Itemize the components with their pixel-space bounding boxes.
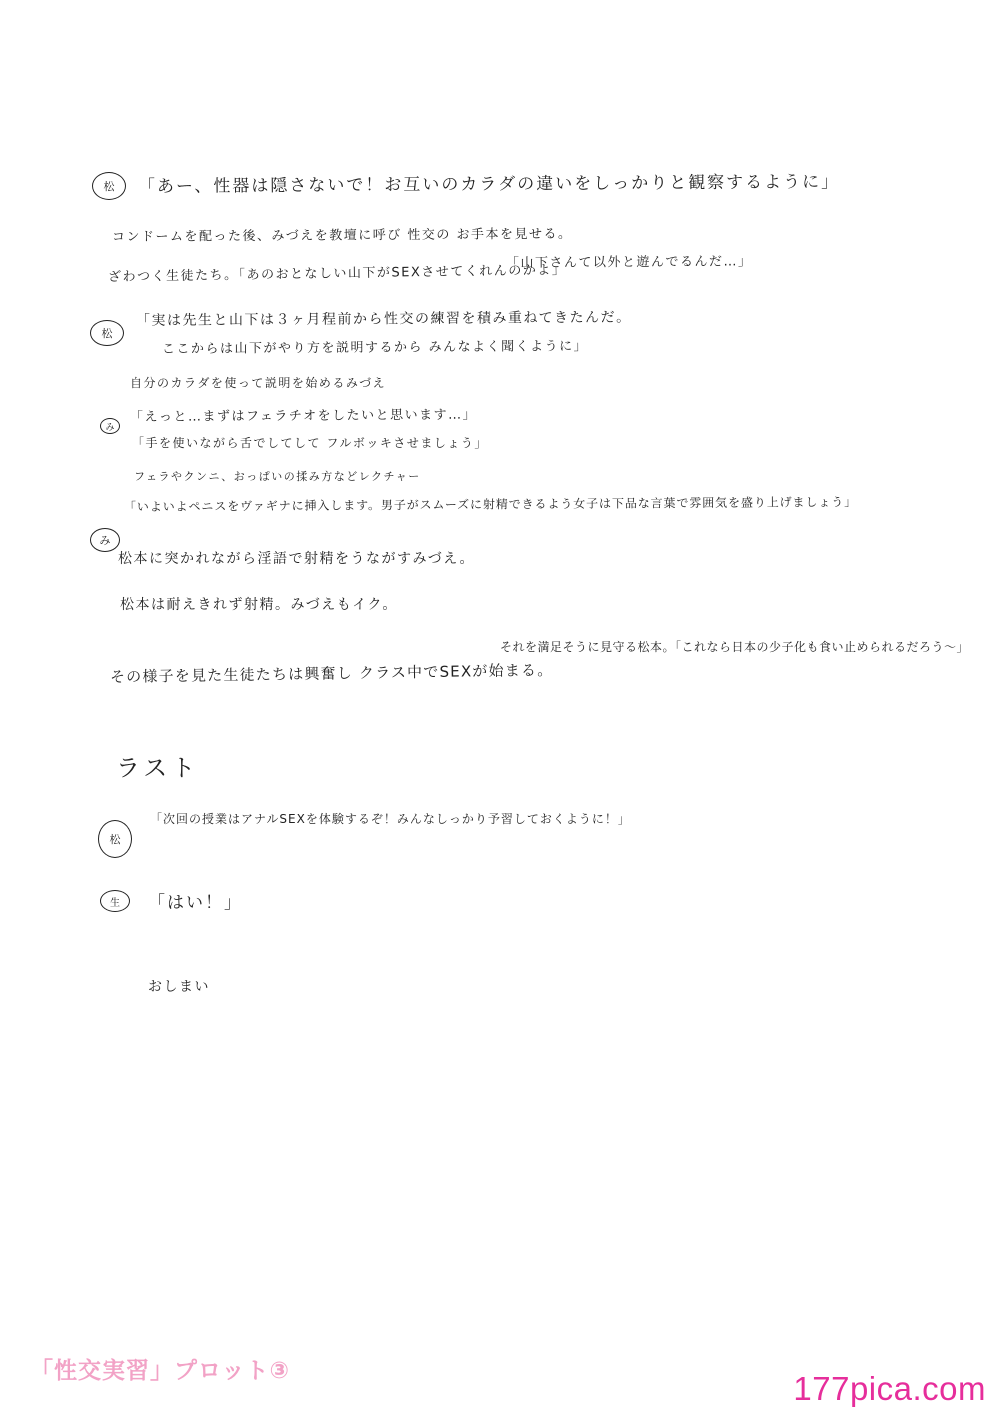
narration-line: 松本に突かれながら淫語で射精をうながすみづえ。 bbox=[118, 551, 476, 567]
speaker-circle-mizue bbox=[100, 418, 120, 434]
dialogue-line: それを満足そうに見守る松本。「これなら日本の少子化も食い止められるだろう〜」 bbox=[500, 640, 970, 654]
speaker-circle-matsumoto bbox=[90, 320, 124, 346]
dialogue-line: 「えっと…まずはフェラチオをしたいと思います…」 bbox=[129, 407, 478, 425]
speaker-circle-matsumoto bbox=[92, 172, 126, 200]
narration-line: 松本は耐えきれず射精。みづえもイク。 bbox=[120, 597, 398, 613]
dialogue-line: 「手を使いながら舌でしてして フルボッキさせましょう」 bbox=[132, 436, 488, 450]
narration-line: その様子を見た生徒たちは興奮し クラス中でSEXが始まる。 bbox=[109, 661, 554, 686]
narration-line: 自分のカラダを使って説明を始めるみづえ bbox=[130, 376, 387, 390]
speaker-label: 生 bbox=[110, 897, 120, 909]
speaker-label: 松 bbox=[103, 180, 115, 193]
dialogue-line: 「次回の授業はアナルSEXを体験するぞ！みんなしっかり予習しておくように！」 bbox=[150, 812, 631, 826]
ending-text: おしまい bbox=[148, 979, 210, 995]
speaker-label: 松 bbox=[101, 327, 113, 340]
dialogue-line: 「いよいよペニスをヴァギナに挿入します。男子がスムーズに射精できるよう女子は下品な言葉で雰囲気を盛り上げましょう」 bbox=[123, 494, 858, 514]
dialogue-line: 「実は先生と山下は３ヶ月程前から性交の練習を積み重ねてきたんだ。 bbox=[135, 309, 632, 329]
speaker-label: み bbox=[105, 422, 115, 433]
speaker-label: 松 bbox=[109, 833, 121, 846]
speaker-circle-mizue bbox=[90, 528, 120, 552]
speaker-circle-matsumoto bbox=[98, 820, 132, 858]
speaker-circle-students bbox=[100, 890, 130, 912]
dialogue-line: 「はい！」 bbox=[148, 893, 243, 913]
dialogue-line: ここからは山下がやり方を説明するから みんなよく聞くように」 bbox=[161, 339, 589, 357]
narration-line: ざわつく生徒たち。「あのおとなしい山下がSEXさせてくれんのかよ」 bbox=[107, 262, 567, 285]
footer-title: 「性交実習」プロット③ bbox=[30, 1358, 291, 1384]
narration-line: フェラやクンニ、おっぱいの揉み方などレクチャー bbox=[134, 470, 421, 483]
speaker-label: み bbox=[99, 534, 111, 547]
watermark: 177pica.com bbox=[793, 1370, 986, 1407]
dialogue-line: 「山下さんて以外と遊んでるんだ…」 bbox=[505, 254, 753, 271]
section-heading-last: ラスト bbox=[116, 754, 200, 782]
dialogue-line: 「あー、性器は隠さないで！お互いのカラダの違いをしっかりと観察するように」 bbox=[137, 172, 841, 197]
narration-line: コンドームを配った後、みづえを教壇に呼び 性交の お手本を見せる。 bbox=[111, 226, 573, 245]
